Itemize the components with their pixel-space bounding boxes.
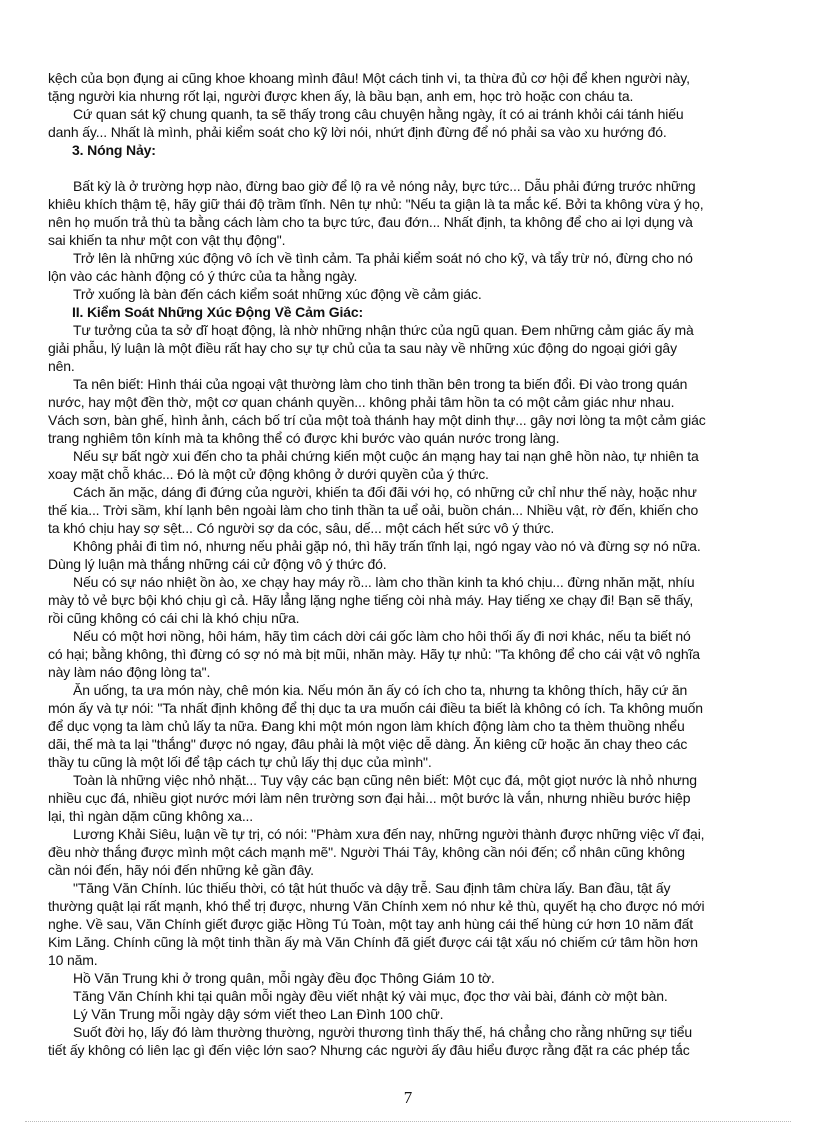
text-line: rồi cũng không có cái chi là khó chịu nữa. bbox=[48, 610, 300, 626]
text-line: xoay mặt chỗ khác... Đó là một cử động không ở dưới quyền của ý thức. bbox=[48, 466, 489, 482]
text-line: Hồ Văn Trung khi ở trong quân, mỗi ngày đều đọc Thông Giám 10 tờ. bbox=[73, 970, 495, 986]
footer-divider bbox=[25, 1121, 791, 1122]
text-line: Lý Văn Trung mỗi ngày dậy sớm viết theo Lan Đình 100 chữ. bbox=[73, 1006, 444, 1022]
text-line: 10 năm. bbox=[48, 952, 98, 968]
text-line: có hại; bằng không, thì đừng có sợ nó mà bịt mũi, nhăn mày. Hãy tự nhủ: "Ta không để cho cái vật vô nghĩa bbox=[48, 646, 700, 662]
text-line: này làm náo động lòng ta". bbox=[48, 664, 211, 680]
text-line: Vách sơn, bàn ghế, hình ảnh, cách bố trí của một toà thánh hay một dinh thự... gây nơi lòng ta một cảm giác bbox=[48, 412, 706, 428]
text-line: Dùng lý luận mà thắng những cái cử động vô ý thức đó. bbox=[48, 556, 387, 572]
text-line: nhiều cục đá, nhiều giọt nước mới làm nên trường sơn đại hải... một bước là vắn, nhưng nhiều bước hiệp bbox=[48, 790, 691, 806]
text-line: Nếu sự bất ngờ xui đến cho ta phải chứng kiến một cuộc án mạng hay tai nạn ghê hồn nào, tự nhiên ta bbox=[73, 448, 699, 464]
text-line: "Tăng Văn Chính. lúc thiếu thời, có tật hút thuốc và dậy trễ. Sau định tâm chừa lấy. Ban đầu, tật ấy bbox=[73, 880, 671, 896]
text-line: khiêu khích thậm tệ, hãy giữ thái độ trầm tĩnh. Nên tự nhủ: "Nếu ta giận là ta mắc kế. Bởi ta không vừa ý họ, bbox=[48, 196, 704, 212]
text-line: mày tỏ vẻ bực bội khó chịu gì cả. Hãy lẳng lặng nghe tiếng còi nhà máy. Hay tiếng xe chạy đi! Bạn sẽ thấy, bbox=[48, 592, 694, 608]
text-line: món ấy và tự nói: "Ta nhất định không để thị dục ta ưa muốn cái điều ta biết là không có ích. Ta không muốn bbox=[48, 700, 703, 716]
text-line: nên. bbox=[48, 358, 75, 374]
text-line: Không phải đi tìm nó, nhưng nếu phải gặp nó, thì hãy trấn tĩnh lại, ngó ngay vào nó và đừng sợ nó nữa. bbox=[73, 538, 701, 554]
text-line: trang nghiêm tôn kính mà ta không thể có được khi bước vào quán nước trong làng. bbox=[48, 430, 560, 446]
page-number: 7 bbox=[403, 1088, 413, 1107]
text-line: ta khó chịu hay sợ sệt... Có người sợ da cóc, sâu, dế... một cách hết sức vô ý thức. bbox=[48, 520, 555, 536]
text-line: Cách ăn mặc, dáng đi đứng của người, khiến ta đối đãi với họ, có những cử chỉ như thế này, hoặc như bbox=[73, 484, 697, 500]
text-line: Toàn là những việc nhỏ nhặt... Tuy vậy các bạn cũng nên biết: Một cục đá, một giọt nước là nhỏ nhưng bbox=[73, 772, 697, 788]
text-line bbox=[48, 159, 788, 177]
text-line: tặng người kia nhưng rốt lại, người được khen ấy, là bầu bạn, anh em, học trò hoặc con cháu ta. bbox=[48, 88, 634, 104]
text-line: nên họ muốn trả thù ta bằng cách làm cho ta bực tức, đau đớn... Nhất định, ta không để cho ai lợi dụng và bbox=[48, 214, 693, 230]
text-line: Trở lên là những xúc động vô ích về tình cảm. Ta phải kiểm soát nó cho kỹ, và tẩy trừ nó, đừng cho nó bbox=[73, 250, 693, 266]
text-line: Nếu có một hơi nồng, hôi hám, hãy tìm cách dời cái gốc làm cho hôi thối ấy đi nơi khác, nếu ta biết nó bbox=[73, 628, 691, 644]
text-line: tiết ấy không có liên lạc gì đến việc lớn sao? Nhưng các người ấy đâu hiểu được rằng đặt ra các phép tắc bbox=[48, 1042, 690, 1058]
text-line: sai khiến ta như một con vật thụ động". bbox=[48, 232, 286, 248]
text-line: Tư tưởng của ta sở dĩ hoạt động, là nhờ những nhận thức của ngũ quan. Đem những cảm giác ấy mà bbox=[73, 322, 694, 338]
document-body bbox=[48, 69, 788, 1059]
text-line: Kim Lăng. Chính cũng là một tinh thần ấy mà Văn Chính đã giết được cái tật xấu nó chiếm cứ tâm hồn hơn bbox=[48, 934, 698, 950]
text-line: Suốt đời họ, lấy đó làm thường thường, người thương tình thấy thế, há chẳng cho rằng những sự tiểu bbox=[73, 1024, 693, 1040]
text-line: đều nhờ thắng được mình một cách mạnh mẽ". Người Thái Tây, không cần nói đến; cổ nhân cũng không bbox=[48, 844, 685, 860]
text-line: Lương Khải Siêu, luận về tự trị, có nói: "Phàm xưa đến nay, những người thành được những việc vĩ đại, bbox=[73, 826, 705, 842]
text-line: danh ấy... Nhất là mình, phải kiểm soát cho kỹ lời nói, nhứt định đừng để nó phải sa vào xu hướng đó. bbox=[48, 124, 667, 140]
text-line: Nếu có sự náo nhiệt ồn ào, xe chạy hay máy rồ... làm cho thần kinh ta khó chịu... đừng nhăn mặt, nhíu bbox=[73, 574, 695, 590]
text-line: kệch của bọn đụng ai cũng khoe khoang mình đâu! Một cách tinh vi, ta thừa đủ cơ hội để khen người này, bbox=[48, 70, 690, 86]
text-line: lại, thì ngàn dặm cũng không xa... bbox=[48, 808, 254, 824]
text-line: Ăn uống, ta ưa món này, chê món kia. Nếu món ăn ấy có ích cho ta, nhưng ta không thích, hãy cứ ăn bbox=[73, 682, 688, 698]
text-line: nghe. Về sau, Văn Chính giết được giặc Hồng Tú Toàn, một tay anh hùng cái thế hùng cứ hơn 10 năm đất bbox=[48, 916, 694, 932]
section-heading: II. Kiểm Soát Những Xúc Động Về Cảm Giác: bbox=[72, 304, 364, 320]
section-heading: 3. Nóng Nảy: bbox=[72, 142, 156, 158]
text-line: Ta nên biết: Hình thái của ngoại vật thường làm cho tinh thần bên trong ta biến đổi. Đi vào trong quán bbox=[73, 376, 688, 392]
text-line: Bất kỳ là ở trường hợp nào, đừng bao giờ để lộ ra vẻ nóng nảy, bực tức... Dẫu phải đứng trước những bbox=[73, 178, 696, 194]
text-line: cần nói đến, hãy nói đến những kẻ gần đây. bbox=[48, 862, 314, 878]
text-line: lộn vào các hành động có ý thức của ta hằng ngày. bbox=[48, 268, 358, 284]
text-line: Tăng Văn Chính khi tại quân mỗi ngày đều viết nhật ký vài mục, đọc thơ vài bài, đánh cờ một bàn. bbox=[73, 988, 668, 1004]
text-line: thầy tu cũng là một lối để tập cách tự chủ lấy thị dục của mình". bbox=[48, 754, 432, 770]
text-line: giải phẫu, lý luận là một điều rất hay cho sự tự chủ của ta sau này về những xúc động do ngoại giới gây bbox=[48, 340, 677, 356]
text-line: dãi, thế mà ta lại "thắng" được nó ngay, đâu phải là một việc dễ dàng. Ăn kiêng cữ hoặc ăn chay theo các bbox=[48, 736, 688, 752]
text-line: để dục vọng ta làm chủ lấy ta nữa. Đang khi một món ngon làm khích động làm cho ta thèm thuồng nhểu bbox=[48, 718, 685, 734]
text-line: thế kia... Trời sầm, khí lạnh bên ngoài làm cho tinh thần ta uể oải, buồn chán... Nhiều vật, rờ đến, khiến cho bbox=[48, 502, 699, 518]
text-line: thường quật lại rất mạnh, khó thể trị được, nhưng Văn Chính xem nó như kẻ thù, quyết hạ cho được nó mới bbox=[48, 898, 705, 914]
text-line: nước, hay một đền thờ, một cơ quan chánh quyền... không phải tâm hồn ta có một cảm giác như nhau. bbox=[48, 394, 675, 410]
text-line: Cứ quan sát kỹ chung quanh, ta sẽ thấy trong câu chuyện hằng ngày, ít có ai tránh khỏi cái tánh hiếu bbox=[73, 106, 684, 122]
text-line: Trở xuống là bàn đến cách kiểm soát những xúc động về cảm giác. bbox=[73, 286, 482, 302]
